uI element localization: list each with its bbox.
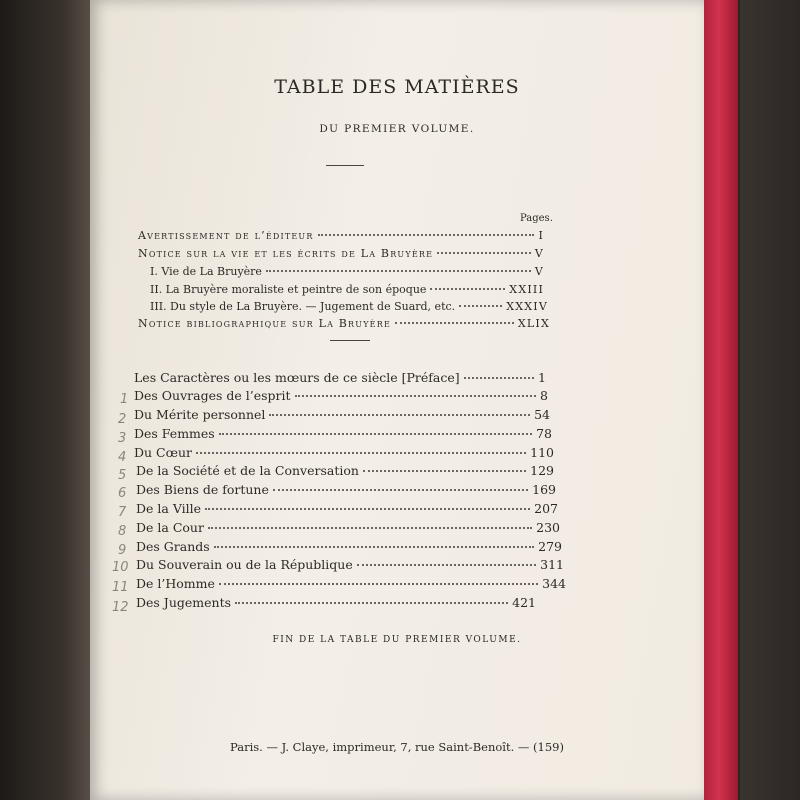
handwritten-number: 5 xyxy=(118,468,127,483)
toc-entry-chapter xyxy=(134,445,554,460)
entry-label: Des Jugements xyxy=(136,595,232,610)
handwritten-number: 7 xyxy=(118,505,127,520)
leader-dots xyxy=(196,452,526,454)
entry-label: Des Femmes xyxy=(134,426,215,441)
leader-dots xyxy=(464,377,534,379)
leader-dots xyxy=(430,288,505,290)
toc-entry-chapter xyxy=(136,463,554,478)
toc-entry-front xyxy=(138,229,544,242)
entry-page: XLIX xyxy=(517,317,550,330)
leader-dots xyxy=(395,322,514,324)
entry-label: Du Mérite personnel xyxy=(134,407,266,422)
leader-dots xyxy=(266,270,531,272)
handwritten-number: 8 xyxy=(118,524,127,539)
handwritten-number: 3 xyxy=(118,431,127,446)
handwritten-number: 11 xyxy=(112,580,129,595)
leader-dots xyxy=(205,508,530,510)
entry-page: 78 xyxy=(536,426,552,441)
entry-page: V xyxy=(534,247,544,260)
end-of-table-note: FIN DE LA TABLE DU PREMIER VOLUME. xyxy=(272,635,522,645)
divider-middle xyxy=(330,340,370,341)
entry-label: Notice sur la vie et les écrits de La Bruyère xyxy=(138,247,434,260)
entry-label: De l’Homme xyxy=(136,576,215,591)
pages-header: Pages. xyxy=(520,213,553,224)
toc-entry-front xyxy=(150,265,544,278)
toc-entry-chapter xyxy=(136,557,564,572)
handwritten-number: 2 xyxy=(118,412,127,427)
leader-dots xyxy=(273,489,528,491)
handwritten-number: 9 xyxy=(118,543,127,558)
entry-label: Des Grands xyxy=(136,539,210,554)
toc-entry-chapter xyxy=(136,520,560,535)
toc-entry-front xyxy=(150,283,544,296)
entry-page: V xyxy=(534,265,544,278)
handwritten-number: 1 xyxy=(120,392,129,407)
entry-label: Du Souverain ou de la République xyxy=(136,557,353,572)
leader-dots xyxy=(214,546,534,548)
handwritten-number: 4 xyxy=(118,450,127,465)
leader-dots xyxy=(318,234,535,236)
entry-page: 279 xyxy=(538,539,562,554)
entry-page: 110 xyxy=(530,445,554,460)
background-right xyxy=(740,0,800,800)
handwritten-number: 12 xyxy=(112,600,129,615)
leader-dots xyxy=(269,414,530,416)
toc-entry-front xyxy=(150,300,548,313)
entry-label: De la Société et de la Conversation xyxy=(136,463,359,478)
entry-page: 311 xyxy=(540,557,564,572)
entry-page: 421 xyxy=(512,595,536,610)
entry-label: Des Biens de fortune xyxy=(136,482,269,497)
entry-page: 54 xyxy=(534,407,550,422)
entry-page: I xyxy=(538,229,544,242)
leader-dots xyxy=(219,433,532,435)
entry-page: 129 xyxy=(530,463,554,478)
entry-label: Avertissement de l’éditeur xyxy=(138,229,314,242)
book-page xyxy=(90,0,704,800)
book-cover-edge xyxy=(704,0,738,800)
toc-entry-chapter xyxy=(136,576,566,591)
leader-dots xyxy=(363,470,526,472)
leader-dots xyxy=(219,583,538,585)
entry-label: Du Cœur xyxy=(134,445,192,460)
leader-dots xyxy=(357,564,536,566)
toc-entry-chapter xyxy=(136,539,562,554)
entry-label: De la Cour xyxy=(136,520,204,535)
handwritten-number: 10 xyxy=(112,560,129,575)
printer-imprint: Paris. — J. Claye, imprimeur, 7, rue Saint-Benoît. — (159) xyxy=(230,740,564,754)
entry-label: Les Caractères ou les mœurs de ce siècle [Préface] xyxy=(134,370,460,385)
entry-label: III. Du style de La Bruyère. — Jugement de Suard, etc. xyxy=(150,300,456,313)
toc-entry-chapter xyxy=(136,595,536,610)
entry-page: 207 xyxy=(534,501,558,516)
handwritten-number: 6 xyxy=(118,486,127,501)
entry-page: 1 xyxy=(538,370,546,385)
book-gutter-shadow xyxy=(0,0,92,800)
toc-entry-chapter xyxy=(134,426,552,441)
divider-top xyxy=(326,165,364,166)
toc-entry-front xyxy=(138,317,550,330)
entry-page: XXIII xyxy=(509,283,544,296)
entry-label: II. La Bruyère moraliste et peintre de son époque xyxy=(150,283,427,296)
leader-dots xyxy=(437,252,531,254)
toc-entry-chapter xyxy=(136,482,556,497)
entry-page: 8 xyxy=(540,388,548,403)
leader-dots xyxy=(235,602,508,604)
entry-label: Des Ouvrages de l’esprit xyxy=(134,388,291,403)
entry-page: 344 xyxy=(542,576,566,591)
leader-dots xyxy=(295,395,537,397)
page-title: TABLE DES MATIÈRES xyxy=(274,76,520,98)
entry-label: I. Vie de La Bruyère xyxy=(150,265,262,278)
toc-entry-chapter xyxy=(136,501,558,516)
toc-entry-chapter xyxy=(134,407,550,422)
toc-entry-front xyxy=(138,247,544,260)
leader-dots xyxy=(208,527,532,529)
entry-page: 169 xyxy=(532,482,556,497)
page-subtitle: DU PREMIER VOLUME. xyxy=(319,123,475,135)
entry-label: De la Ville xyxy=(136,501,202,516)
leader-dots xyxy=(459,305,502,307)
toc-entry-chapter xyxy=(134,370,546,385)
entry-label: Notice bibliographique sur La Bruyère xyxy=(138,317,391,330)
entry-page: 230 xyxy=(536,520,560,535)
toc-entry-chapter xyxy=(134,388,548,403)
entry-page: XXXIV xyxy=(506,300,548,313)
